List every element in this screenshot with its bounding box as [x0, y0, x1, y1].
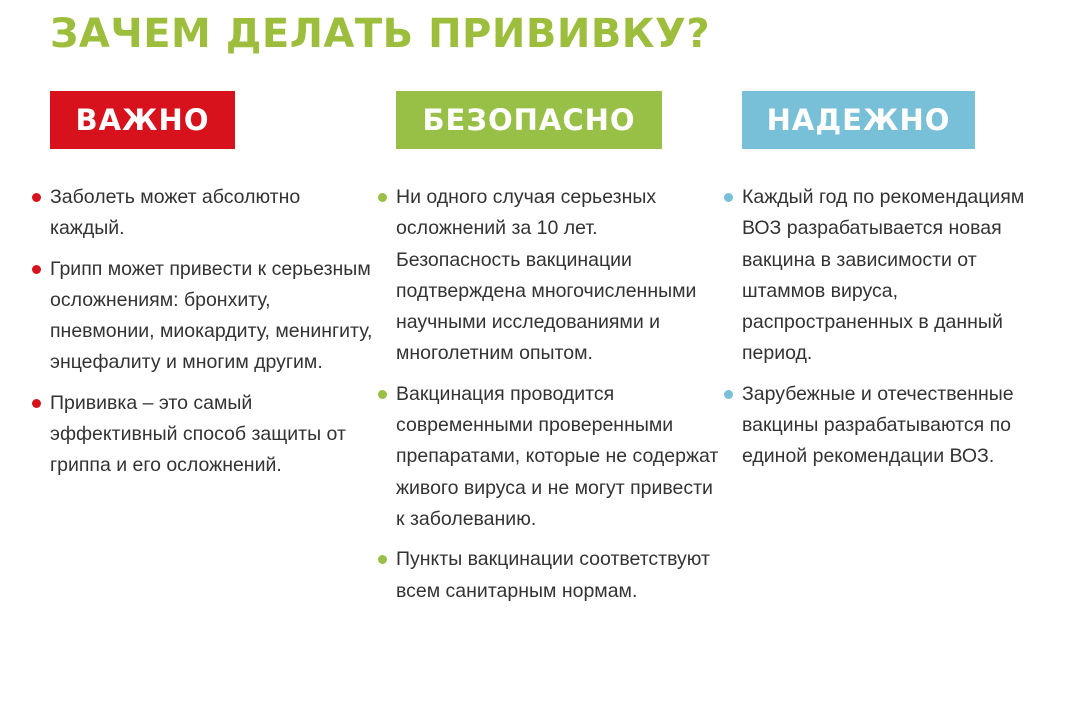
bullet-text: Грипп может привести к серьезным осложнениям: бронхиту, пневмонии, миокардиту, менингиту, энцефалиту и многим другим. — [50, 257, 373, 374]
bullet-list-reliable — [742, 182, 1062, 473]
list-item — [742, 379, 1062, 473]
bullet-dot-icon — [378, 390, 387, 399]
bullet-text: Пункты вакцинации соответствуют всем санитарным нормам. — [396, 548, 710, 602]
list-item — [396, 182, 721, 370]
list-item — [50, 254, 375, 379]
column-safe — [396, 91, 721, 616]
bullet-dot-icon — [378, 555, 387, 564]
list-item — [50, 388, 375, 482]
bullet-text: Каждый год по рекомендациям ВОЗ разрабатывается новая вакцина в зависимости от штаммов вируса, распространенных в данный период. — [742, 186, 1025, 365]
bullet-list-important — [50, 182, 375, 482]
bullet-text: Ни одного случая серьезных осложнений за 10 лет. Безопасность вакцинации подтверждена многочисленными научными исследованиями и многолетним опытом. — [396, 186, 697, 365]
badge-important: ВАЖНО — [50, 91, 235, 149]
list-item — [396, 544, 721, 607]
bullet-dot-icon — [32, 399, 41, 408]
list-item — [742, 182, 1062, 370]
bullet-text: Зарубежные и отечественные вакцины разрабатываются по единой рекомендации ВОЗ. — [742, 382, 1014, 468]
bullet-text: Заболеть может абсолютно каждый. — [50, 186, 301, 240]
bullet-dot-icon — [724, 390, 733, 399]
bullet-dot-icon — [378, 193, 387, 202]
bullet-text: Прививка – это самый эффективный способ защиты от гриппа и его осложнений. — [50, 391, 346, 477]
column-reliable — [742, 91, 1062, 482]
column-important — [50, 91, 375, 491]
page-title: ЗАЧЕМ ДЕЛАТЬ ПРИВИВКУ? — [50, 11, 711, 57]
badge-reliable: НАДЕЖНО — [742, 91, 975, 149]
bullet-dot-icon — [32, 193, 41, 202]
bullet-text: Вакцинация проводится современными проверенными препаратами, которые не содержат живого вируса и не могут привести к заболеванию. — [396, 382, 719, 530]
badge-safe: БЕЗОПАСНО — [396, 91, 662, 149]
bullet-list-safe — [396, 182, 721, 607]
list-item — [50, 182, 375, 245]
bullet-dot-icon — [32, 265, 41, 274]
bullet-dot-icon — [724, 193, 733, 202]
list-item — [396, 379, 721, 535]
